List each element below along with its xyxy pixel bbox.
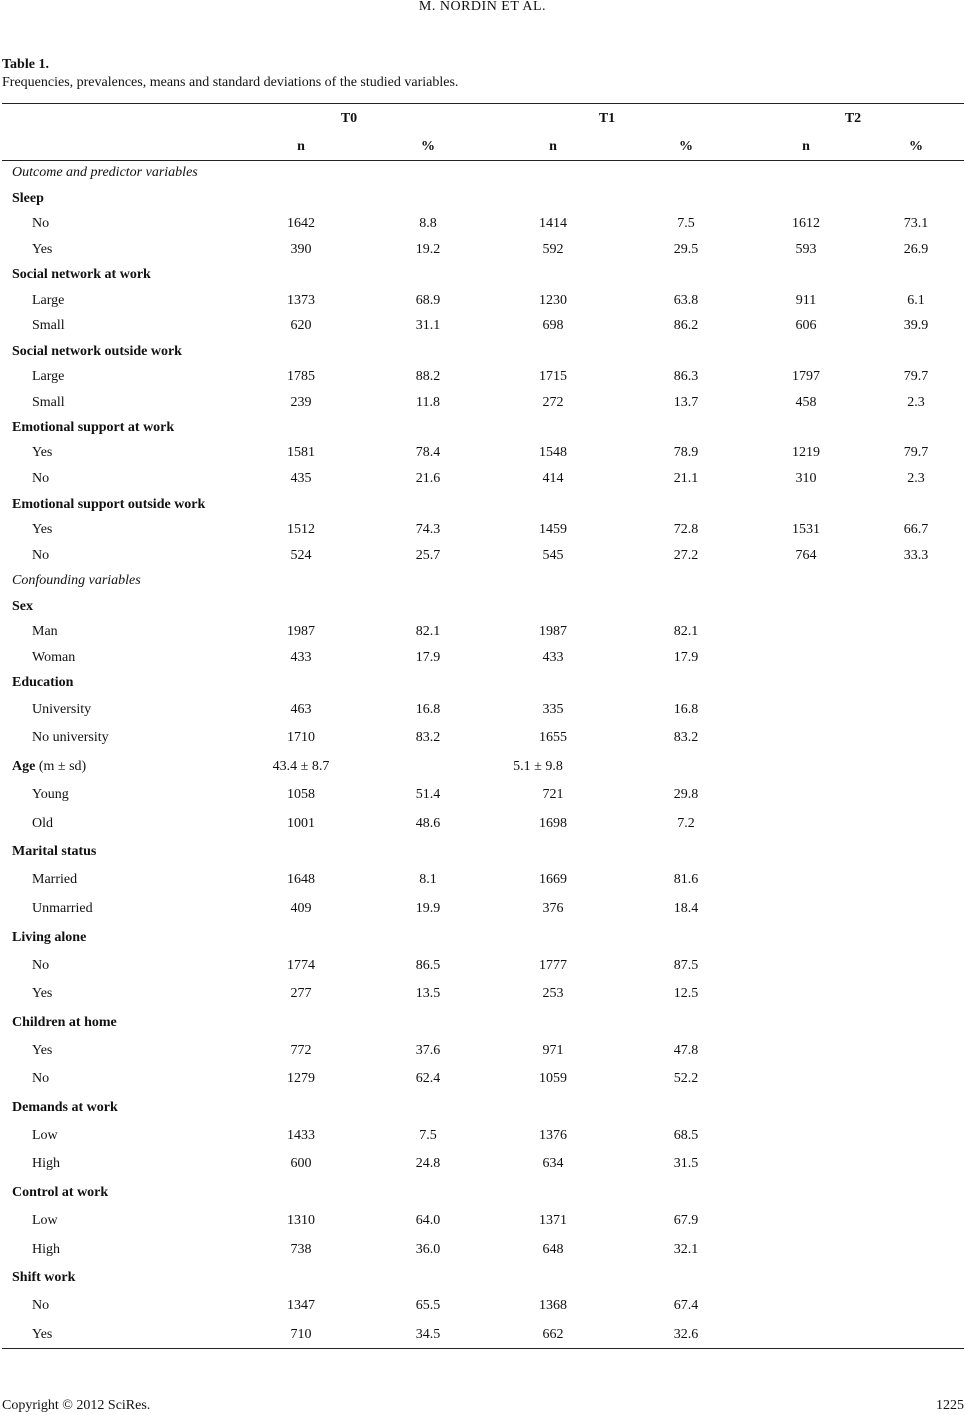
column-t1-percent: % <box>679 139 693 154</box>
category-label <box>32 1325 52 1345</box>
cell-t1-mean-sd: 5.1 ± 9.8 <box>513 759 563 774</box>
cell-t0-n: 1373 <box>287 293 315 308</box>
cell-t1-n: 592 <box>542 242 564 257</box>
cell-t0-n: 1433 <box>287 1128 315 1143</box>
category-label <box>32 622 58 642</box>
cell-t1-n: 698 <box>542 318 564 333</box>
column-t0-percent: % <box>421 139 435 154</box>
row-label-text: Sex <box>12 599 33 614</box>
cell-t0-n: 1648 <box>287 872 315 887</box>
category-label <box>32 367 64 387</box>
cell-t2-percent: 26.9 <box>903 242 929 257</box>
cell-t2-n: 310 <box>795 471 817 486</box>
row-label-text: No <box>32 1298 50 1313</box>
table-row <box>0 870 965 890</box>
column-group-t0: T0 <box>340 111 358 126</box>
cell-t1-percent: 7.5 <box>677 216 695 231</box>
cell-t0-n: 390 <box>290 242 312 257</box>
row-label-text: University <box>32 702 92 717</box>
table-row <box>0 622 965 642</box>
table-row <box>0 1296 965 1316</box>
variable-label <box>12 842 96 862</box>
cell-t2-n: 458 <box>795 395 817 410</box>
row-label-text: Low <box>32 1128 58 1143</box>
cell-t1-n: 1548 <box>539 445 567 460</box>
cell-t0-n: 1347 <box>287 1298 315 1313</box>
cell-t1-n: 376 <box>542 901 564 916</box>
copyright-notice: Copyright © 2012 SciRes. <box>2 1398 151 1413</box>
cell-t0-percent: 31.1 <box>415 318 441 333</box>
table-row <box>0 316 965 336</box>
row-label-text: Woman <box>32 650 76 665</box>
cell-t0-percent: 36.0 <box>415 1242 441 1257</box>
table-row <box>0 1240 965 1260</box>
variable-heading-row <box>0 1013 965 1033</box>
table-row <box>0 291 965 311</box>
table-top-rule <box>2 103 964 104</box>
table-row <box>0 469 965 489</box>
cell-t1-percent: 18.4 <box>673 901 699 916</box>
row-label-text: No <box>32 958 50 973</box>
variable-label <box>12 1268 75 1288</box>
category-label <box>32 469 49 489</box>
row-label-text: Outcome and predictor variables <box>12 165 198 180</box>
cell-t1-percent: 13.7 <box>673 395 699 410</box>
cell-t0-percent: 65.5 <box>415 1298 441 1313</box>
cell-t0-n: 1785 <box>287 369 315 384</box>
cell-t0-percent: 78.4 <box>415 445 441 460</box>
cell-t1-percent: 67.9 <box>673 1213 699 1228</box>
table-bottom-rule <box>2 1348 964 1349</box>
category-label <box>32 1126 58 1146</box>
row-label-text: Low <box>32 1213 58 1228</box>
cell-t1-n: 433 <box>542 650 564 665</box>
cell-t1-percent: 29.5 <box>673 242 699 257</box>
cell-t0-percent: 51.4 <box>415 787 441 802</box>
variable-heading-row <box>0 1183 965 1203</box>
cell-t2-percent: 6.1 <box>907 293 925 308</box>
variable-label <box>12 342 182 362</box>
category-label <box>32 1041 52 1061</box>
column-t0-n: n <box>297 139 305 154</box>
cell-t0-percent: 86.5 <box>415 958 441 973</box>
cell-t2-n: 1531 <box>792 522 820 537</box>
row-label-text: Control at work <box>12 1185 109 1200</box>
cell-t0-n: 1279 <box>287 1071 315 1086</box>
cell-t1-percent: 21.1 <box>673 471 699 486</box>
category-label <box>32 393 65 413</box>
row-label-text: Age <box>12 759 36 774</box>
column-t1-n: n <box>549 139 557 154</box>
cell-t0-n: 710 <box>290 1327 312 1342</box>
table-row <box>0 1069 965 1089</box>
variable-heading-row <box>0 597 965 617</box>
variable-label <box>12 928 86 948</box>
cell-t2-n: 911 <box>795 293 817 308</box>
category-label <box>32 316 65 336</box>
row-label-text: Emotional support outside work <box>12 497 206 512</box>
variable-heading-row <box>0 842 965 862</box>
category-label <box>32 443 52 463</box>
table-row <box>0 520 965 540</box>
row-label-text: Children at home <box>12 1015 117 1030</box>
column-t2-n: n <box>802 139 810 154</box>
variable-label <box>12 265 151 285</box>
cell-t1-percent: 32.1 <box>673 1242 699 1257</box>
row-label-text: Yes <box>32 242 53 257</box>
table-row <box>0 1041 965 1061</box>
row-label-text: Young <box>32 787 69 802</box>
cell-t2-n: 1219 <box>792 445 820 460</box>
category-label <box>32 899 93 919</box>
cell-t0-percent: 37.6 <box>415 1043 441 1058</box>
running-head: M. NORDIN ET AL. <box>418 0 547 14</box>
cell-t0-n: 409 <box>290 901 312 916</box>
cell-t1-percent: 17.9 <box>673 650 699 665</box>
table-row <box>0 367 965 387</box>
cell-t1-n: 1368 <box>539 1298 567 1313</box>
table-row <box>0 1154 965 1174</box>
cell-t1-percent: 27.2 <box>673 548 699 563</box>
category-label <box>32 291 64 311</box>
section-label <box>12 163 198 183</box>
row-label-text: No <box>32 471 50 486</box>
variable-label <box>12 1183 108 1203</box>
cell-t1-percent: 63.8 <box>673 293 699 308</box>
cell-t1-percent: 87.5 <box>673 958 699 973</box>
row-label-text: Emotional support at work <box>12 420 175 435</box>
cell-t0-percent: 48.6 <box>415 816 441 831</box>
cell-t1-percent: 86.3 <box>673 369 699 384</box>
cell-t0-n: 772 <box>290 1043 312 1058</box>
cell-t1-n: 1459 <box>539 522 567 537</box>
row-label-text: Man <box>32 624 58 639</box>
category-label <box>32 700 91 720</box>
row-label-text: Yes <box>32 522 53 537</box>
row-label-text: No <box>32 548 50 563</box>
variable-heading-row <box>0 1098 965 1118</box>
cell-t0-n: 1058 <box>287 787 315 802</box>
cell-t2-n: 593 <box>795 242 817 257</box>
table-row <box>0 814 965 834</box>
category-label <box>32 870 77 890</box>
row-label-text: Marital status <box>12 844 97 859</box>
variable-heading-row <box>0 418 965 438</box>
cell-t1-n: 1669 <box>539 872 567 887</box>
table-row <box>0 1211 965 1231</box>
variable-label <box>12 418 174 438</box>
cell-t0-percent: 13.5 <box>415 986 441 1001</box>
cell-t0-n: 1581 <box>287 445 315 460</box>
cell-t0-mean-sd: 43.4 ± 8.7 <box>272 759 330 774</box>
cell-t1-n: 1698 <box>539 816 567 831</box>
table-label: Table 1. <box>2 57 49 72</box>
cell-t0-n: 239 <box>290 395 312 410</box>
cell-t0-n: 463 <box>290 702 312 717</box>
row-label-text: Yes <box>32 1043 53 1058</box>
cell-t2-n: 1797 <box>792 369 820 384</box>
row-label-text: Married <box>32 872 78 887</box>
variable-heading-row <box>0 189 965 209</box>
category-label <box>32 956 49 976</box>
cell-t2-percent: 2.3 <box>907 395 925 410</box>
cell-t0-n: 524 <box>290 548 312 563</box>
row-label-text: No university <box>32 730 109 745</box>
cell-t1-n: 1655 <box>539 730 567 745</box>
category-label <box>32 1296 49 1316</box>
variable-label <box>12 597 33 617</box>
variable-heading-row <box>0 265 965 285</box>
cell-t2-percent: 33.3 <box>903 548 929 563</box>
cell-t0-n: 1987 <box>287 624 315 639</box>
section-heading-row <box>0 571 965 591</box>
cell-t1-percent: 29.8 <box>673 787 699 802</box>
table-row <box>0 728 965 748</box>
table-row <box>0 648 965 668</box>
cell-t2-n: 1612 <box>792 216 820 231</box>
cell-t0-n: 738 <box>290 1242 312 1257</box>
cell-t0-percent: 17.9 <box>415 650 441 665</box>
cell-t0-percent: 34.5 <box>415 1327 441 1342</box>
cell-t1-percent: 83.2 <box>673 730 699 745</box>
table-caption <box>2 56 458 92</box>
variable-label <box>12 1013 117 1033</box>
row-label-text: No <box>32 1071 50 1086</box>
cell-t1-percent: 82.1 <box>673 624 699 639</box>
cell-t1-percent: 86.2 <box>673 318 699 333</box>
table-row <box>0 785 965 805</box>
row-label-text: Shift work <box>12 1270 76 1285</box>
category-label <box>32 1069 49 1089</box>
row-label-text: Social network outside work <box>12 344 182 359</box>
cell-t1-n: 335 <box>542 702 564 717</box>
category-label <box>32 214 49 234</box>
row-label-text: Small <box>32 395 65 410</box>
cell-t0-percent: 21.6 <box>415 471 441 486</box>
cell-t1-percent: 81.6 <box>673 872 699 887</box>
cell-t1-percent: 68.5 <box>673 1128 699 1143</box>
row-label-unit: (m ± sd) <box>35 759 87 774</box>
table-row <box>0 984 965 1004</box>
category-label <box>32 814 53 834</box>
column-group-t1: T1 <box>598 111 616 126</box>
cell-t1-n: 634 <box>542 1156 564 1171</box>
cell-t1-percent: 12.5 <box>673 986 699 1001</box>
category-label <box>32 1211 58 1231</box>
table-row <box>0 240 965 260</box>
cell-t1-percent: 67.4 <box>673 1298 699 1313</box>
column-sub-header-row <box>0 137 965 157</box>
table-row <box>0 214 965 234</box>
row-label-text: Demands at work <box>12 1100 118 1115</box>
page-footer <box>2 1397 964 1415</box>
row-label-text: Unmarried <box>32 901 93 916</box>
cell-t1-n: 1230 <box>539 293 567 308</box>
table-row <box>0 956 965 976</box>
row-label-text: No <box>32 216 50 231</box>
row-label-text: Large <box>32 369 65 384</box>
row-label-text: Sleep <box>12 191 44 206</box>
category-label <box>32 648 75 668</box>
cell-t0-n: 1310 <box>287 1213 315 1228</box>
category-label <box>32 1154 60 1174</box>
cell-t2-percent: 79.7 <box>903 445 929 460</box>
cell-t2-percent: 66.7 <box>903 522 929 537</box>
cell-t1-percent: 72.8 <box>673 522 699 537</box>
variable-heading-row <box>0 673 965 693</box>
row-label-text: Confounding variables <box>12 573 141 588</box>
page-number: 1225 <box>936 1398 964 1413</box>
row-label-text: Social network at work <box>12 267 151 282</box>
table-row <box>0 700 965 720</box>
variable-label <box>12 757 86 777</box>
cell-t1-percent: 16.8 <box>673 702 699 717</box>
category-label <box>32 785 69 805</box>
cell-t0-percent: 8.8 <box>419 216 437 231</box>
cell-t1-n: 272 <box>542 395 564 410</box>
variable-heading-row <box>0 757 965 777</box>
table-row <box>0 443 965 463</box>
cell-t0-percent: 8.1 <box>419 872 437 887</box>
variable-label <box>12 1098 118 1118</box>
cell-t0-n: 620 <box>290 318 312 333</box>
cell-t1-percent: 31.5 <box>673 1156 699 1171</box>
table-row <box>0 1126 965 1146</box>
cell-t0-percent: 82.1 <box>415 624 441 639</box>
category-label <box>32 728 109 748</box>
cell-t1-n: 545 <box>542 548 564 563</box>
variable-heading-row <box>0 1268 965 1288</box>
cell-t1-n: 1987 <box>539 624 567 639</box>
cell-t2-percent: 79.7 <box>903 369 929 384</box>
cell-t0-n: 435 <box>290 471 312 486</box>
cell-t0-n: 1512 <box>287 522 315 537</box>
column-t2-percent: % <box>909 139 923 154</box>
cell-t2-n: 764 <box>795 548 817 563</box>
cell-t0-percent: 74.3 <box>415 522 441 537</box>
cell-t0-percent: 64.0 <box>415 1213 441 1228</box>
cell-t1-n: 662 <box>542 1327 564 1342</box>
cell-t2-percent: 39.9 <box>903 318 929 333</box>
cell-t1-n: 648 <box>542 1242 564 1257</box>
cell-t1-percent: 7.2 <box>677 816 695 831</box>
cell-t1-n: 1371 <box>539 1213 567 1228</box>
table-row <box>0 546 965 566</box>
cell-t1-n: 1414 <box>539 216 567 231</box>
cell-t0-n: 1774 <box>287 958 315 973</box>
cell-t2-percent: 2.3 <box>907 471 925 486</box>
cell-t1-n: 721 <box>542 787 564 802</box>
cell-t0-percent: 25.7 <box>415 548 441 563</box>
cell-t1-percent: 52.2 <box>673 1071 699 1086</box>
row-label-text: Small <box>32 318 65 333</box>
table-row <box>0 1325 965 1345</box>
row-label-text: Large <box>32 293 65 308</box>
cell-t1-percent: 32.6 <box>673 1327 699 1342</box>
cell-t0-percent: 68.9 <box>415 293 441 308</box>
cell-t1-percent: 78.9 <box>673 445 699 460</box>
cell-t0-n: 1642 <box>287 216 315 231</box>
cell-t0-n: 433 <box>290 650 312 665</box>
cell-t0-percent: 62.4 <box>415 1071 441 1086</box>
variable-label <box>12 495 205 515</box>
section-label <box>12 571 141 591</box>
cell-t1-n: 253 <box>542 986 564 1001</box>
cell-t1-n: 414 <box>542 471 564 486</box>
table-row <box>0 393 965 413</box>
cell-t0-percent: 19.2 <box>415 242 441 257</box>
cell-t1-n: 1715 <box>539 369 567 384</box>
category-label <box>32 546 49 566</box>
cell-t1-n: 1376 <box>539 1128 567 1143</box>
cell-t2-n: 606 <box>795 318 817 333</box>
variable-label <box>12 673 73 693</box>
table-title: Frequencies, prevalences, means and standard deviations of the studied variables. <box>2 75 459 90</box>
cell-t0-percent: 83.2 <box>415 730 441 745</box>
cell-t0-percent: 88.2 <box>415 369 441 384</box>
row-label-text: High <box>32 1242 60 1257</box>
cell-t1-percent: 47.8 <box>673 1043 699 1058</box>
row-label-text: Old <box>32 816 53 831</box>
table-header-rule <box>2 160 964 161</box>
cell-t0-n: 1001 <box>287 816 315 831</box>
cell-t1-n: 971 <box>542 1043 564 1058</box>
category-label <box>32 1240 60 1260</box>
column-group-header-row <box>0 109 965 129</box>
variable-heading-row <box>0 495 965 515</box>
category-label <box>32 520 52 540</box>
row-label-text: High <box>32 1156 60 1171</box>
category-label <box>32 984 52 1004</box>
cell-t0-percent: 19.9 <box>415 901 441 916</box>
cell-t0-n: 277 <box>290 986 312 1001</box>
row-label-text: Yes <box>32 986 53 1001</box>
cell-t0-n: 600 <box>290 1156 312 1171</box>
cell-t1-n: 1777 <box>539 958 567 973</box>
row-label-text: Yes <box>32 1327 53 1342</box>
cell-t1-n: 1059 <box>539 1071 567 1086</box>
section-heading-row <box>0 163 965 183</box>
variable-heading-row <box>0 928 965 948</box>
row-label-text: Living alone <box>12 930 87 945</box>
row-label-text: Education <box>12 675 74 690</box>
cell-t0-percent: 24.8 <box>415 1156 441 1171</box>
cell-t2-percent: 73.1 <box>903 216 929 231</box>
category-label <box>32 240 52 260</box>
variable-heading-row <box>0 342 965 362</box>
cell-t0-percent: 11.8 <box>416 395 440 410</box>
table-row <box>0 899 965 919</box>
column-group-t2: T2 <box>844 111 862 126</box>
cell-t0-percent: 16.8 <box>415 702 441 717</box>
variable-label <box>12 189 44 209</box>
cell-t0-n: 1710 <box>287 730 315 745</box>
cell-t0-percent: 7.5 <box>419 1128 437 1143</box>
row-label-text: Yes <box>32 445 53 460</box>
